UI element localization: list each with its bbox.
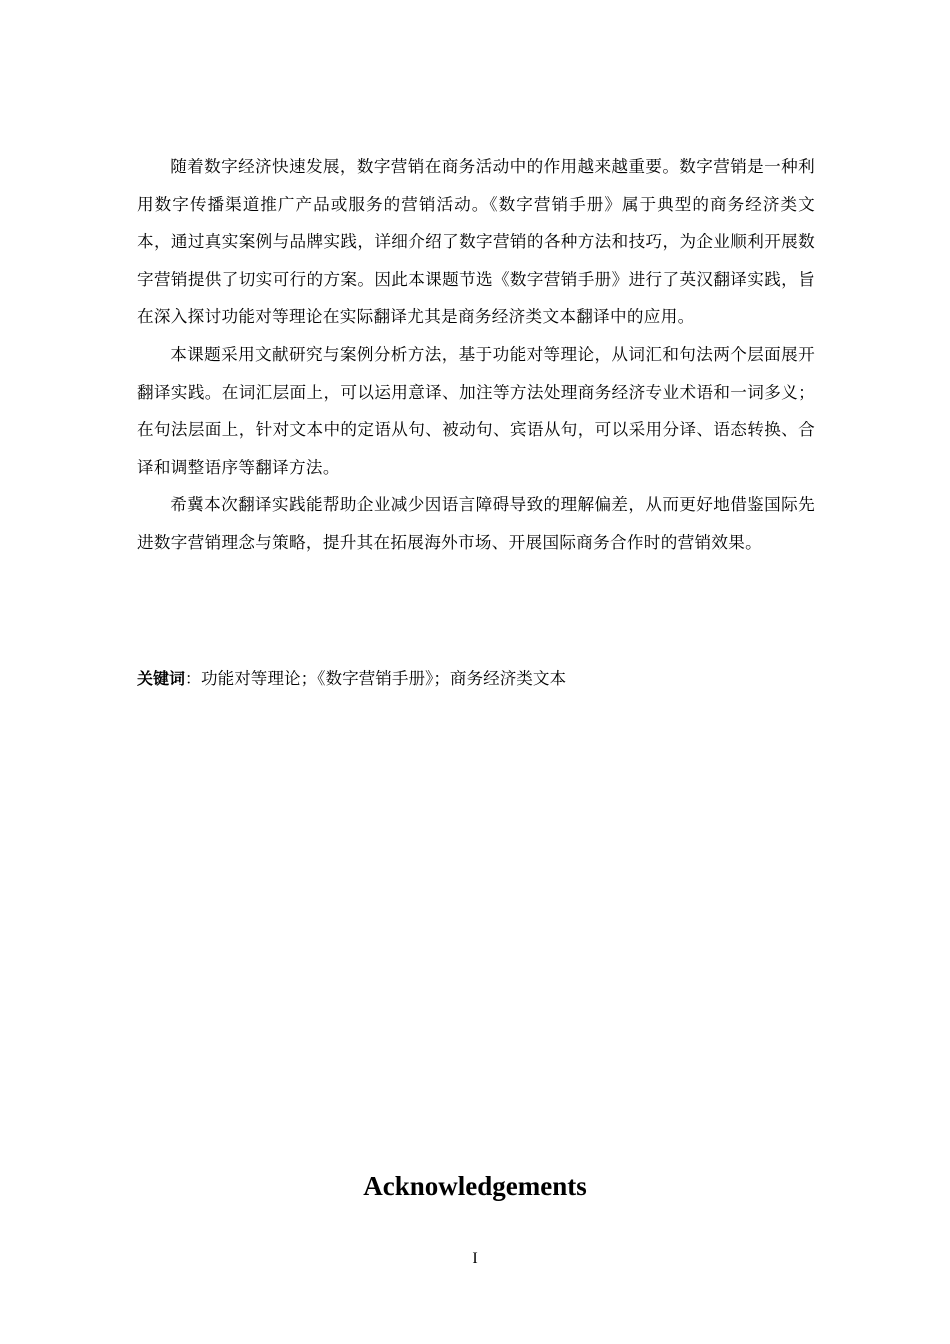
abstract-paragraph-1: 随着数字经济快速发展，数字营销在商务活动中的作用越来越重要。数字营销是一种利用数字传播渠道推广产品或服务的营销活动。《数字营销手册》属于典型的商务经济类文本，通过真实案例与品牌实践，详细介绍了数字营销的各种方法和技巧，为企业顺利开展数字营销提供了切实可行的方案。因此本课题节选《数字营销手册》进行了英汉翻译实践，旨在深入探讨功能对等理论在实际翻译尤其是商务经济类文本翻译中的应用。 — [137, 157, 815, 327]
acknowledgements-heading: Acknowledgements — [363, 1171, 587, 1201]
abstract-paragraph-3: 希冀本次翻译实践能帮助企业减少因语言障碍导致的理解偏差，从而更好地借鉴国际先进数字营销理念与策略，提升其在拓展海外市场、开展国际商务合作时的营销效果。 — [137, 495, 815, 552]
abstract-body — [137, 148, 815, 562]
page-number: I — [472, 1250, 478, 1267]
keywords-line — [137, 662, 815, 696]
abstract-paragraph-2: 本课题采用文献研究与案例分析方法，基于功能对等理论，从词汇和句法两个层面展开翻译实践。在词汇层面上，可以运用意译、加注等方法处理商务经济专业术语和一词多义；在句法层面上，针对文本中的定语从句、被动句、宾语从句，可以采用分译、语态转换、合译和调整语序等翻译方法。 — [137, 344, 815, 477]
keywords-text: 功能对等理论；《数字营销手册》；商务经济类文本 — [201, 669, 567, 688]
keywords-label: 关键词 — [137, 669, 186, 688]
keywords-colon: ： — [185, 669, 202, 688]
